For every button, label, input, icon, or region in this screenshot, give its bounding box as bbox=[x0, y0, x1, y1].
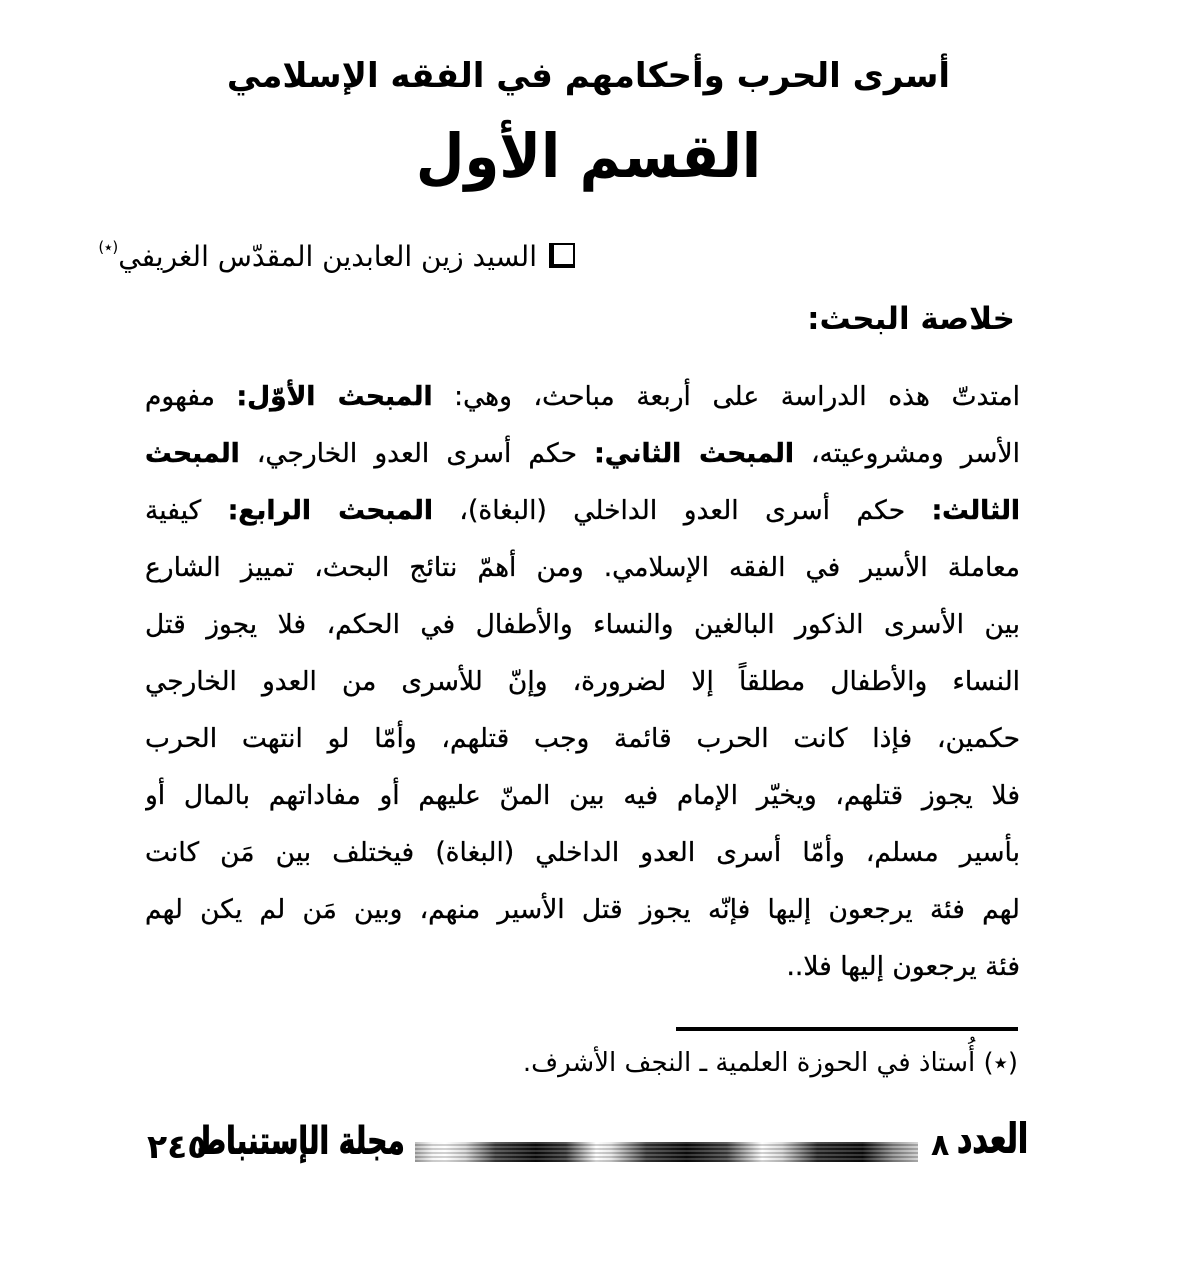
summary-line bbox=[145, 482, 1020, 539]
footnote bbox=[523, 1048, 1018, 1078]
summary-bold-segment: الثالث: bbox=[931, 495, 1020, 526]
summary-text-segment: امتدتّ هذه الدراسة على أربعة مباحث، وهي: bbox=[432, 381, 1020, 412]
summary-text-segment: الأسر ومشروعيته، bbox=[793, 438, 1020, 469]
summary-bold-segment: المبحث الأوّل: bbox=[236, 381, 433, 412]
author-footnote-mark: (٭) bbox=[98, 238, 119, 256]
summary-text-segment: مفهوم bbox=[145, 381, 237, 412]
summary-text-segment: بين الأسرى الذكور البالغين والنساء والأطفال في الحكم، فلا يجوز قتل bbox=[145, 609, 1020, 640]
square-bullet-icon bbox=[549, 243, 575, 268]
issue-label: العدد bbox=[957, 1115, 1029, 1164]
summary-paragraph bbox=[145, 368, 1020, 995]
summary-bold-segment: المبحث bbox=[145, 438, 240, 469]
footnote-mark: (٭) bbox=[983, 1048, 1018, 1078]
article-title: أسرى الحرب وأحكامهم في الفقه الإسلامي bbox=[226, 56, 951, 96]
footnote-text: أُستاذ في الحوزة العلمية ـ النجف الأشرف. bbox=[522, 1048, 976, 1078]
footnote-divider bbox=[676, 1027, 1018, 1031]
summary-text-segment: معاملة الأسير في الفقه الإسلامي. ومن أهمّ نتائج البحث، تمييز الشارع bbox=[145, 552, 1020, 583]
author-line bbox=[98, 238, 575, 273]
summary-text-segment: فلا يجوز قتلهم، ويخيّر الإمام فيه بين المنّ عليهم أو مفاداتهم بالمال أو bbox=[145, 780, 1020, 811]
summary-line bbox=[145, 539, 1020, 596]
section-title-calligraphy: القسم الأول bbox=[415, 122, 762, 193]
summary-text-segment: حكم أسرى العدو الداخلي (البغاة)، bbox=[432, 495, 932, 526]
author-name: السيد زين العابدين المقدّس الغريفي bbox=[118, 240, 537, 273]
issue-number: ٨ bbox=[931, 1128, 950, 1163]
summary-line bbox=[145, 881, 1020, 938]
summary-heading: خلاصة البحث: bbox=[807, 301, 1015, 337]
summary-line bbox=[145, 425, 1020, 482]
summary-line bbox=[145, 653, 1020, 710]
summary-bold-segment: المبحث الثاني: bbox=[594, 438, 794, 469]
summary-bold-segment: المبحث الرابع: bbox=[227, 495, 433, 526]
summary-text-segment: فئة يرجعون إليها فلا.. bbox=[786, 951, 1020, 982]
summary-text-segment: بأسير مسلم، وأمّا أسرى العدو الداخلي (البغاة) فيختلف بين مَن كانت bbox=[145, 837, 1020, 868]
summary-line bbox=[145, 767, 1020, 824]
gradient-bar-icon bbox=[415, 1142, 918, 1162]
summary-text-segment: حكم أسرى العدو الخارجي، bbox=[239, 438, 595, 469]
summary-line bbox=[145, 596, 1020, 653]
summary-line bbox=[145, 824, 1020, 881]
summary-text-segment: حكمين، فإذا كانت الحرب قائمة وجب قتلهم، وأمّا لو انتهت الحرب bbox=[145, 723, 1020, 754]
journal-logo: مجلة الإستنباط bbox=[197, 1118, 405, 1163]
summary-text-segment: النساء والأطفال مطلقاً إلا لضرورة، وإنّ للأسرى من العدو الخارجي bbox=[145, 666, 1020, 697]
summary-text-segment: لهم فئة يرجعون إليها فإنّه يجوز قتل الأسير منهم، وبين مَن لم يكن لهم bbox=[145, 894, 1020, 925]
summary-line bbox=[145, 368, 1020, 425]
summary-line bbox=[145, 938, 1020, 995]
summary-line bbox=[145, 710, 1020, 767]
page-number: ٢٤٥ bbox=[147, 1127, 208, 1166]
summary-text-segment: كيفية bbox=[145, 495, 228, 526]
